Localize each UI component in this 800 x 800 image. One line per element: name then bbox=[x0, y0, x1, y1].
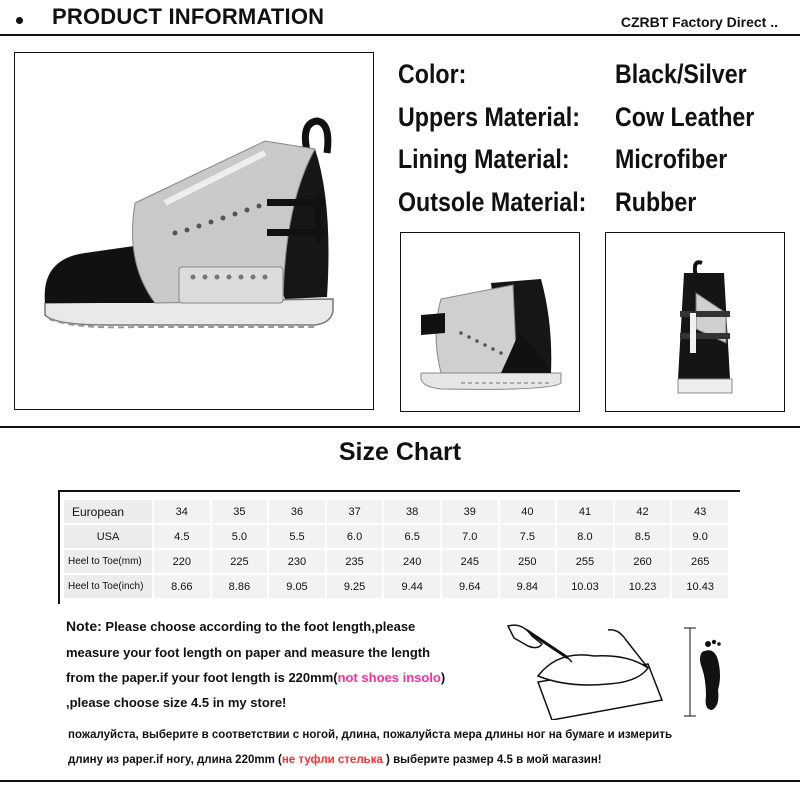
table-cell: 7.0 bbox=[442, 525, 500, 550]
note-text: Please choose according to the foot length,please bbox=[101, 619, 416, 634]
table-cell: 41 bbox=[557, 500, 615, 525]
table-cell: 240 bbox=[384, 550, 442, 575]
table-cell: 7.5 bbox=[500, 525, 558, 550]
table-cell: 9.05 bbox=[269, 575, 327, 600]
table-cell: 225 bbox=[212, 550, 270, 575]
spec-uppers-label: Uppers Material: bbox=[398, 102, 580, 132]
table-cell: 4.5 bbox=[154, 525, 212, 550]
table-cell: 9.84 bbox=[500, 575, 558, 600]
table-cell: 42 bbox=[615, 500, 673, 525]
spec-lining-label: Lining Material: bbox=[398, 144, 570, 174]
table-row bbox=[64, 500, 730, 525]
table-cell: 6.0 bbox=[327, 525, 385, 550]
table-cell: 8.86 bbox=[212, 575, 270, 600]
table-cell: 39 bbox=[442, 500, 500, 525]
spec-uppers-value: Cow Leather bbox=[615, 102, 755, 132]
row-label: European bbox=[64, 500, 154, 525]
table-row bbox=[64, 575, 730, 600]
table-cell: 8.0 bbox=[557, 525, 615, 550]
table-cell: 250 bbox=[500, 550, 558, 575]
table-cell: 6.5 bbox=[384, 525, 442, 550]
table-cell: 38 bbox=[384, 500, 442, 525]
table-row bbox=[64, 550, 730, 575]
russian-note-line-1: пожалуйста, выберите в соответствии с ногой, длина, пожалуйста мера длины ног на бумаге и измерить bbox=[68, 729, 673, 741]
table-cell: 34 bbox=[154, 500, 212, 525]
spec-color-label: Color: bbox=[398, 59, 467, 89]
bullet-dot bbox=[16, 17, 23, 24]
russian-note-text: ) выберите размер 4.5 в мой магазин! bbox=[382, 754, 602, 766]
table-cell: 245 bbox=[442, 550, 500, 575]
table-cell: 5.5 bbox=[269, 525, 327, 550]
table-cell: 10.03 bbox=[557, 575, 615, 600]
table-cell: 37 bbox=[327, 500, 385, 525]
shoe-back-thumb bbox=[606, 233, 784, 411]
foot-measure-illustration bbox=[498, 620, 728, 720]
table-cell: 220 bbox=[154, 550, 212, 575]
table-cell: 9.0 bbox=[672, 525, 730, 550]
table-cell: 9.44 bbox=[384, 575, 442, 600]
note-line-3 bbox=[66, 670, 445, 685]
table-cell: 9.25 bbox=[327, 575, 385, 600]
shoe-side-view bbox=[15, 53, 373, 409]
note-line-1 bbox=[66, 618, 415, 634]
row-label: Heel to Toe(mm) bbox=[64, 550, 154, 575]
table-cell: 255 bbox=[557, 550, 615, 575]
thumbnail-side-view bbox=[400, 232, 580, 412]
table-cell: 43 bbox=[672, 500, 730, 525]
table-cell: 235 bbox=[327, 550, 385, 575]
table-cell: 8.66 bbox=[154, 575, 212, 600]
table-cell: 10.23 bbox=[615, 575, 673, 600]
russian-note-highlight: не туфли стелька bbox=[281, 754, 383, 766]
note-highlight: not shoes insolo bbox=[337, 670, 441, 685]
table-cell: 230 bbox=[269, 550, 327, 575]
table-cell: 40 bbox=[500, 500, 558, 525]
note-line-4: ,please choose size 4.5 in my store! bbox=[66, 695, 287, 710]
brand-label: CZRBT Factory Direct .. bbox=[620, 14, 778, 30]
header-rule bbox=[0, 34, 800, 36]
shoe-side-thumb bbox=[401, 233, 579, 411]
table-cell: 36 bbox=[269, 500, 327, 525]
footer-rule bbox=[0, 780, 800, 782]
thumbnail-back-view bbox=[605, 232, 785, 412]
note-prefix: Note: bbox=[66, 618, 102, 634]
main-product-image bbox=[14, 52, 374, 410]
table-cell: 260 bbox=[615, 550, 673, 575]
note-text: from the paper.if your foot length is 220mm( bbox=[66, 670, 338, 685]
table-cell: 9.64 bbox=[442, 575, 500, 600]
size-chart-title: Size Chart bbox=[338, 438, 462, 466]
note-text: ) bbox=[440, 670, 446, 685]
table-cell: 265 bbox=[672, 550, 730, 575]
russian-note-line-2 bbox=[68, 754, 602, 766]
table-cell: 35 bbox=[212, 500, 270, 525]
row-label: Heel to Toe(inch) bbox=[64, 575, 154, 600]
russian-note-text: длину из paper.if ногу, длина 220mm ( bbox=[68, 754, 282, 766]
table-row bbox=[64, 525, 730, 550]
spec-lining-value: Microfiber bbox=[615, 144, 728, 174]
row-label: USA bbox=[64, 525, 154, 550]
section-title: PRODUCT INFORMATION bbox=[52, 4, 325, 29]
table-cell: 8.5 bbox=[615, 525, 673, 550]
spec-outsole-value: Rubber bbox=[615, 187, 697, 217]
section-divider bbox=[0, 426, 800, 428]
spec-outsole-label: Outsole Material: bbox=[398, 187, 587, 217]
size-chart-table bbox=[64, 500, 730, 600]
note-line-2: measure your foot length on paper and measure the length bbox=[66, 645, 431, 660]
table-cell: 10.43 bbox=[672, 575, 730, 600]
spec-color-value: Black/Silver bbox=[615, 59, 747, 89]
table-cell: 5.0 bbox=[212, 525, 270, 550]
